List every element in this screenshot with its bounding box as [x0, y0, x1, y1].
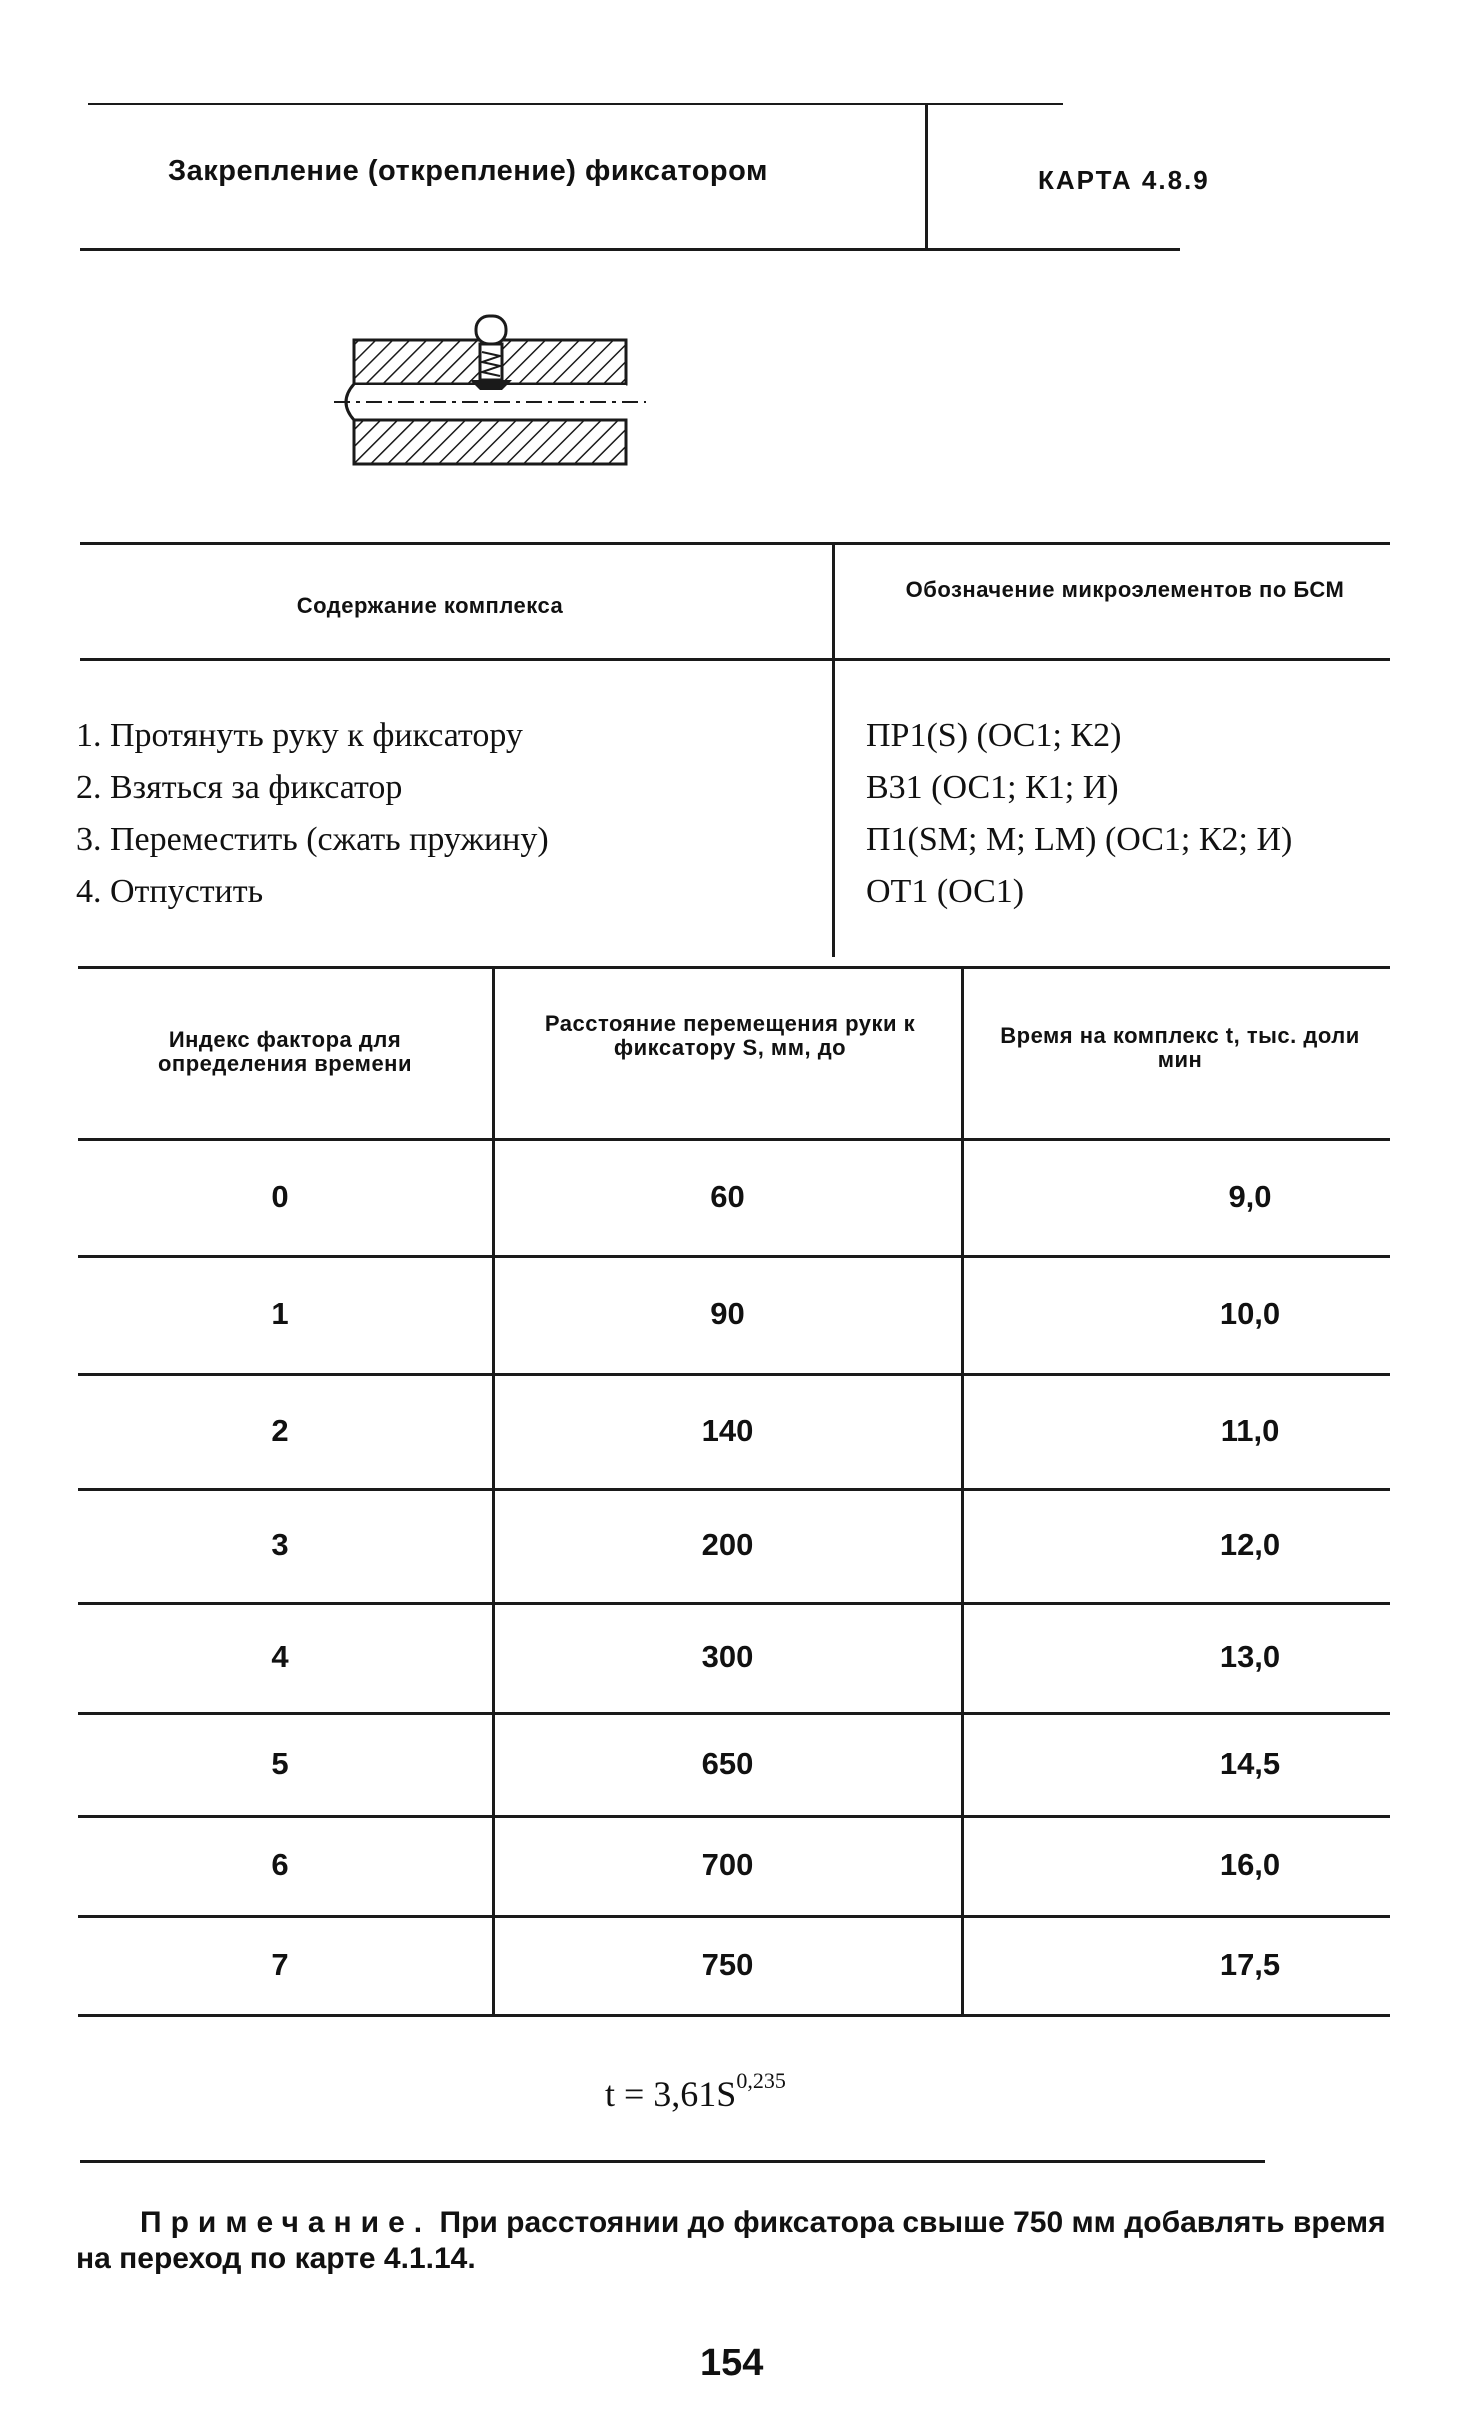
cell-index: 2	[271, 1412, 289, 1448]
step-1: 1. Протянуть руку к фиксатору	[76, 717, 523, 754]
cell-time: 16,0	[1219, 1847, 1281, 1882]
cell-time: 13,0	[1219, 1639, 1281, 1674]
formula-exponent: 0,235	[736, 2068, 786, 2093]
table-header-distance: Расстояние перемещения руки к фиксатору S, мм, до	[544, 1011, 916, 1060]
note-label: Примечание.	[140, 2206, 432, 2239]
complex-divider	[832, 545, 835, 957]
cell-time: 14,5	[1219, 1745, 1281, 1781]
cell-index: 5	[271, 1745, 289, 1781]
cell-distance: 650	[701, 1745, 754, 1781]
table-row-rule	[78, 1373, 1390, 1376]
title-divider	[925, 103, 928, 248]
table-row-rule	[78, 1255, 1390, 1258]
cell-distance: 700	[701, 1847, 754, 1882]
table-header-time: Время на комплекс t, тыс. доли мин	[1000, 1023, 1360, 1072]
note-text: При расстоянии до фиксатора свыше 750 мм добавлять время на переход по карте 4.1.14.	[76, 2206, 1386, 2275]
table-row-rule	[78, 2014, 1390, 2017]
code-1: ПР1(S) (ОС1; К2)	[866, 717, 1122, 754]
cell-distance: 60	[710, 1178, 745, 1214]
cell-time: 12,0	[1219, 1527, 1281, 1562]
cell-index: 4	[271, 1639, 289, 1674]
table-row-rule	[78, 1488, 1390, 1491]
cell-distance: 140	[701, 1412, 754, 1448]
formula-bottom-rule	[80, 2160, 1265, 2163]
table-col-divider-2	[961, 966, 964, 2016]
cell-index: 3	[271, 1527, 289, 1562]
table-row-rule	[78, 1815, 1390, 1818]
top-rule	[88, 103, 1063, 105]
step-4: 4. Отпустить	[76, 873, 264, 910]
table-row-rule	[78, 1915, 1390, 1918]
cell-index: 1	[271, 1296, 289, 1331]
cell-distance: 90	[710, 1296, 745, 1331]
card-number: КАРТА 4.8.9	[1038, 165, 1210, 195]
time-formula	[605, 2068, 786, 2115]
table-row-rule	[78, 1602, 1390, 1605]
cell-distance: 300	[701, 1639, 754, 1674]
steps-list	[76, 710, 549, 918]
cell-index: 7	[271, 1946, 289, 1982]
cell-index: 0	[271, 1178, 289, 1214]
codes-list	[866, 710, 1292, 918]
table-header-rule	[78, 1138, 1390, 1141]
cell-time: 10,0	[1219, 1296, 1281, 1331]
cell-time: 17,5	[1219, 1946, 1281, 1982]
cell-index: 6	[271, 1847, 289, 1882]
table-row-rule	[78, 1712, 1390, 1715]
formula-base: t = 3,61S	[605, 2074, 737, 2114]
code-4: ОТ1 (ОС1)	[866, 873, 1025, 910]
step-3: 3. Переместить (сжать пружину)	[76, 821, 549, 858]
complex-top-rule	[80, 542, 1390, 545]
step-2: 2. Взяться за фиксатор	[76, 769, 403, 806]
cell-distance: 750	[701, 1946, 754, 1982]
cell-distance: 200	[701, 1527, 754, 1562]
fixator-drawing	[330, 300, 650, 470]
table-header-index: Индекс фактора для определения времени	[157, 1027, 412, 1076]
header-bottom-rule	[80, 248, 1180, 251]
table-top-rule	[78, 966, 1390, 969]
cell-time: 9,0	[1228, 1178, 1272, 1214]
note-paragraph	[76, 2205, 1416, 2277]
table-col-divider-1	[492, 966, 495, 2016]
col-header-content: Содержание комплекса	[296, 593, 564, 618]
page-number: 154	[700, 2342, 764, 2384]
complex-header-rule	[80, 658, 1390, 661]
cell-time: 11,0	[1220, 1412, 1280, 1448]
col-header-code: Обозначение микроэлементов по БСМ	[905, 577, 1345, 602]
code-2: В31 (ОС1; К1; И)	[866, 769, 1119, 806]
code-3: П1(SM; M; LM) (ОС1; К2; И)	[866, 821, 1293, 858]
page-title: Закрепление (открепление) фиксатором	[168, 155, 768, 187]
